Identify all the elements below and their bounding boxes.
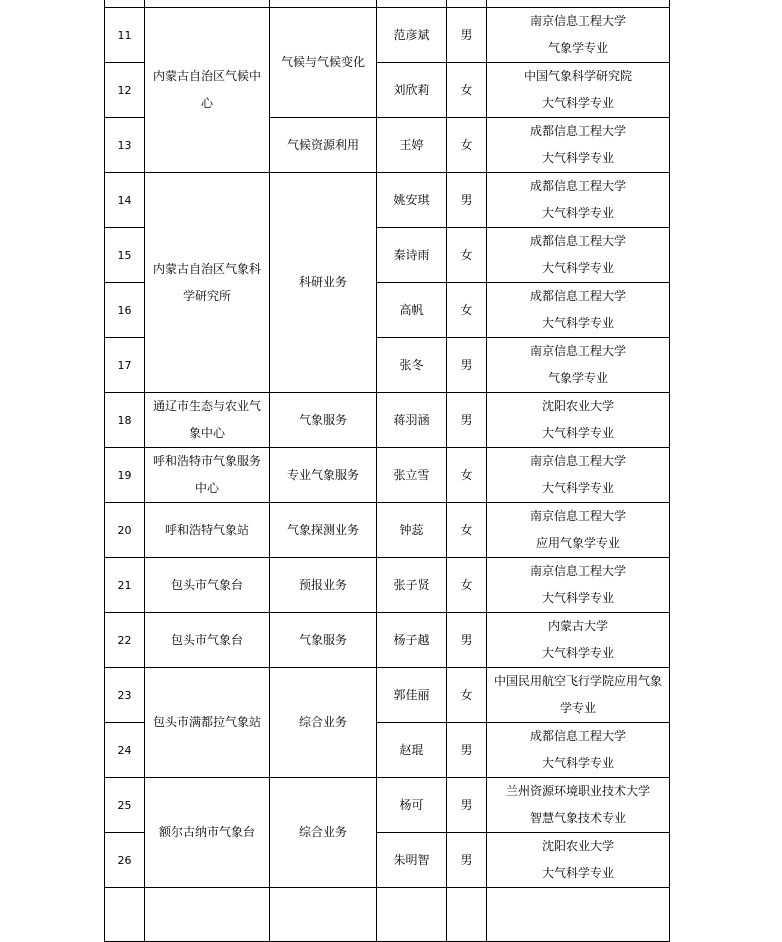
position-cell: 气象服务 [270, 393, 377, 448]
cell-blank [377, 0, 447, 8]
major-text: 大气科学专业 [541, 151, 614, 165]
position-cell: 专业气象服务 [270, 448, 377, 503]
table-row [105, 393, 670, 448]
cell-blank [447, 888, 487, 942]
table-row-partial-top [105, 0, 670, 8]
education-cell [487, 503, 670, 558]
education-cell [487, 63, 670, 118]
name-cell: 杨子越 [377, 613, 447, 668]
education-cell [487, 558, 670, 613]
gender-cell: 男 [447, 173, 487, 228]
unit-cell [145, 393, 270, 448]
cell-blank [270, 888, 377, 942]
unit-cell [145, 448, 270, 503]
education-cell [487, 173, 670, 228]
gender-cell: 男 [447, 338, 487, 393]
row-number: 18 [105, 393, 145, 448]
name-cell: 姚安琪 [377, 173, 447, 228]
education-cell [487, 448, 670, 503]
education-cell [487, 393, 670, 448]
major-text: 气象学专业 [547, 371, 608, 385]
unit-cell: 包头市气象台 [145, 613, 270, 668]
name-cell: 朱明智 [377, 833, 447, 888]
major-text: 大气科学专业 [541, 426, 614, 440]
cell-blank [105, 0, 145, 8]
unit-line: 中心 [194, 481, 219, 495]
position-cell: 科研业务 [270, 173, 377, 393]
cell-blank [105, 888, 145, 942]
school-text: 沈阳农业大学 [541, 399, 614, 413]
name-cell: 张冬 [377, 338, 447, 393]
row-number: 23 [105, 668, 145, 723]
school-text: 成都信息工程大学 [529, 729, 626, 743]
gender-cell: 女 [447, 283, 487, 338]
unit-cell [145, 8, 270, 173]
education-cell [487, 833, 670, 888]
gender-cell: 男 [447, 833, 487, 888]
unit-cell: 额尔古纳市气象台 [145, 778, 270, 888]
major-text: 大气科学专业 [541, 96, 614, 110]
cell-blank [447, 0, 487, 8]
row-number: 13 [105, 118, 145, 173]
table-row [105, 173, 670, 228]
cell-blank [487, 888, 670, 942]
school-text: 成都信息工程大学 [529, 179, 626, 193]
gender-cell: 女 [447, 558, 487, 613]
school-text: 成都信息工程大学 [529, 234, 626, 248]
education-cell [487, 283, 670, 338]
school-text: 中国民用航空飞行学院应用气象 [493, 674, 662, 688]
row-number: 20 [105, 503, 145, 558]
table-row [105, 613, 670, 668]
unit-line: 通辽市生态与农业气 [152, 399, 261, 413]
major-text: 气象学专业 [547, 41, 608, 55]
unit-line: 象中心 [188, 426, 225, 440]
name-cell: 张子贤 [377, 558, 447, 613]
row-number: 21 [105, 558, 145, 613]
school-text: 南京信息工程大学 [529, 454, 626, 468]
unit-cell [145, 173, 270, 393]
row-number: 26 [105, 833, 145, 888]
gender-cell: 男 [447, 8, 487, 63]
education-cell [487, 338, 670, 393]
name-cell: 赵琨 [377, 723, 447, 778]
major-text: 大气科学专业 [541, 591, 614, 605]
name-cell: 蒋羽涵 [377, 393, 447, 448]
name-cell: 秦诗雨 [377, 228, 447, 283]
name-cell: 刘欣莉 [377, 63, 447, 118]
unit-line: 内蒙古自治区气象科 [152, 261, 261, 276]
row-number: 16 [105, 283, 145, 338]
unit-line: 内蒙古自治区气候中 [152, 69, 261, 83]
row-number: 14 [105, 173, 145, 228]
major-text: 大气科学专业 [541, 756, 614, 770]
gender-cell: 男 [447, 393, 487, 448]
table-row [105, 668, 670, 723]
school-text: 内蒙古大学 [547, 619, 608, 633]
row-number: 25 [105, 778, 145, 833]
position-cell: 气候资源利用 [270, 118, 377, 173]
cell-blank [377, 888, 447, 942]
unit-line: 呼和浩特市气象服务 [152, 454, 261, 468]
gender-cell: 女 [447, 63, 487, 118]
education-cell [487, 228, 670, 283]
gender-cell: 女 [447, 228, 487, 283]
row-number: 24 [105, 723, 145, 778]
table-row [105, 448, 670, 503]
row-number: 12 [105, 63, 145, 118]
unit-cell: 呼和浩特气象站 [145, 503, 270, 558]
major-text: 大气科学专业 [541, 316, 614, 330]
major-text: 大气科学专业 [541, 481, 614, 495]
education-cell [487, 778, 670, 833]
gender-cell: 男 [447, 723, 487, 778]
cell-blank [145, 0, 270, 8]
position-cell: 气象服务 [270, 613, 377, 668]
school-text: 中国气象科学研究院 [523, 69, 632, 83]
unit-cell: 包头市满都拉气象站 [145, 668, 270, 778]
cell-blank [487, 0, 670, 8]
position-cell: 预报业务 [270, 558, 377, 613]
school-text: 沈阳农业大学 [541, 839, 614, 853]
education-cell [487, 668, 670, 723]
education-cell [487, 118, 670, 173]
major-text: 应用气象学专业 [535, 536, 620, 550]
row-number: 11 [105, 8, 145, 63]
table-row [105, 8, 670, 63]
major-text: 学专业 [559, 701, 596, 715]
gender-cell: 女 [447, 118, 487, 173]
position-cell: 气候与气候变化 [270, 8, 377, 118]
position-cell: 气象探测业务 [270, 503, 377, 558]
gender-cell: 男 [447, 778, 487, 833]
school-text: 南京信息工程大学 [529, 564, 626, 578]
recruitment-table [104, 0, 670, 942]
name-cell: 张立雪 [377, 448, 447, 503]
gender-cell: 女 [447, 668, 487, 723]
gender-cell: 女 [447, 448, 487, 503]
row-number: 15 [105, 228, 145, 283]
unit-line: 心 [200, 96, 213, 110]
cell-blank [270, 0, 377, 8]
name-cell: 郭佳丽 [377, 668, 447, 723]
position-cell: 综合业务 [270, 668, 377, 778]
name-cell: 范彦斌 [377, 8, 447, 63]
gender-cell: 男 [447, 613, 487, 668]
row-number: 17 [105, 338, 145, 393]
row-number: 22 [105, 613, 145, 668]
major-text: 大气科学专业 [541, 866, 614, 880]
school-text: 南京信息工程大学 [529, 509, 626, 523]
school-text: 南京信息工程大学 [529, 14, 626, 28]
name-cell: 钟蕊 [377, 503, 447, 558]
table-row [105, 778, 670, 833]
unit-cell: 包头市气象台 [145, 558, 270, 613]
major-text: 大气科学专业 [541, 646, 614, 660]
school-text: 成都信息工程大学 [529, 289, 626, 303]
table-row [105, 503, 670, 558]
table-row [105, 558, 670, 613]
name-cell: 杨可 [377, 778, 447, 833]
name-cell: 高帆 [377, 283, 447, 338]
school-text: 南京信息工程大学 [529, 344, 626, 358]
gender-cell: 女 [447, 503, 487, 558]
school-text: 成都信息工程大学 [529, 124, 626, 138]
table-row-partial-bottom [105, 888, 670, 942]
name-cell: 王婷 [377, 118, 447, 173]
unit-line: 学研究所 [182, 288, 231, 303]
major-text: 智慧气象技术专业 [529, 811, 626, 825]
education-cell [487, 723, 670, 778]
education-cell [487, 613, 670, 668]
major-text: 大气科学专业 [541, 261, 614, 275]
education-cell [487, 8, 670, 63]
row-number: 19 [105, 448, 145, 503]
cell-blank [145, 888, 270, 942]
position-cell: 综合业务 [270, 778, 377, 888]
school-text: 兰州资源环境职业技术大学 [505, 784, 650, 798]
major-text: 大气科学专业 [541, 206, 614, 220]
